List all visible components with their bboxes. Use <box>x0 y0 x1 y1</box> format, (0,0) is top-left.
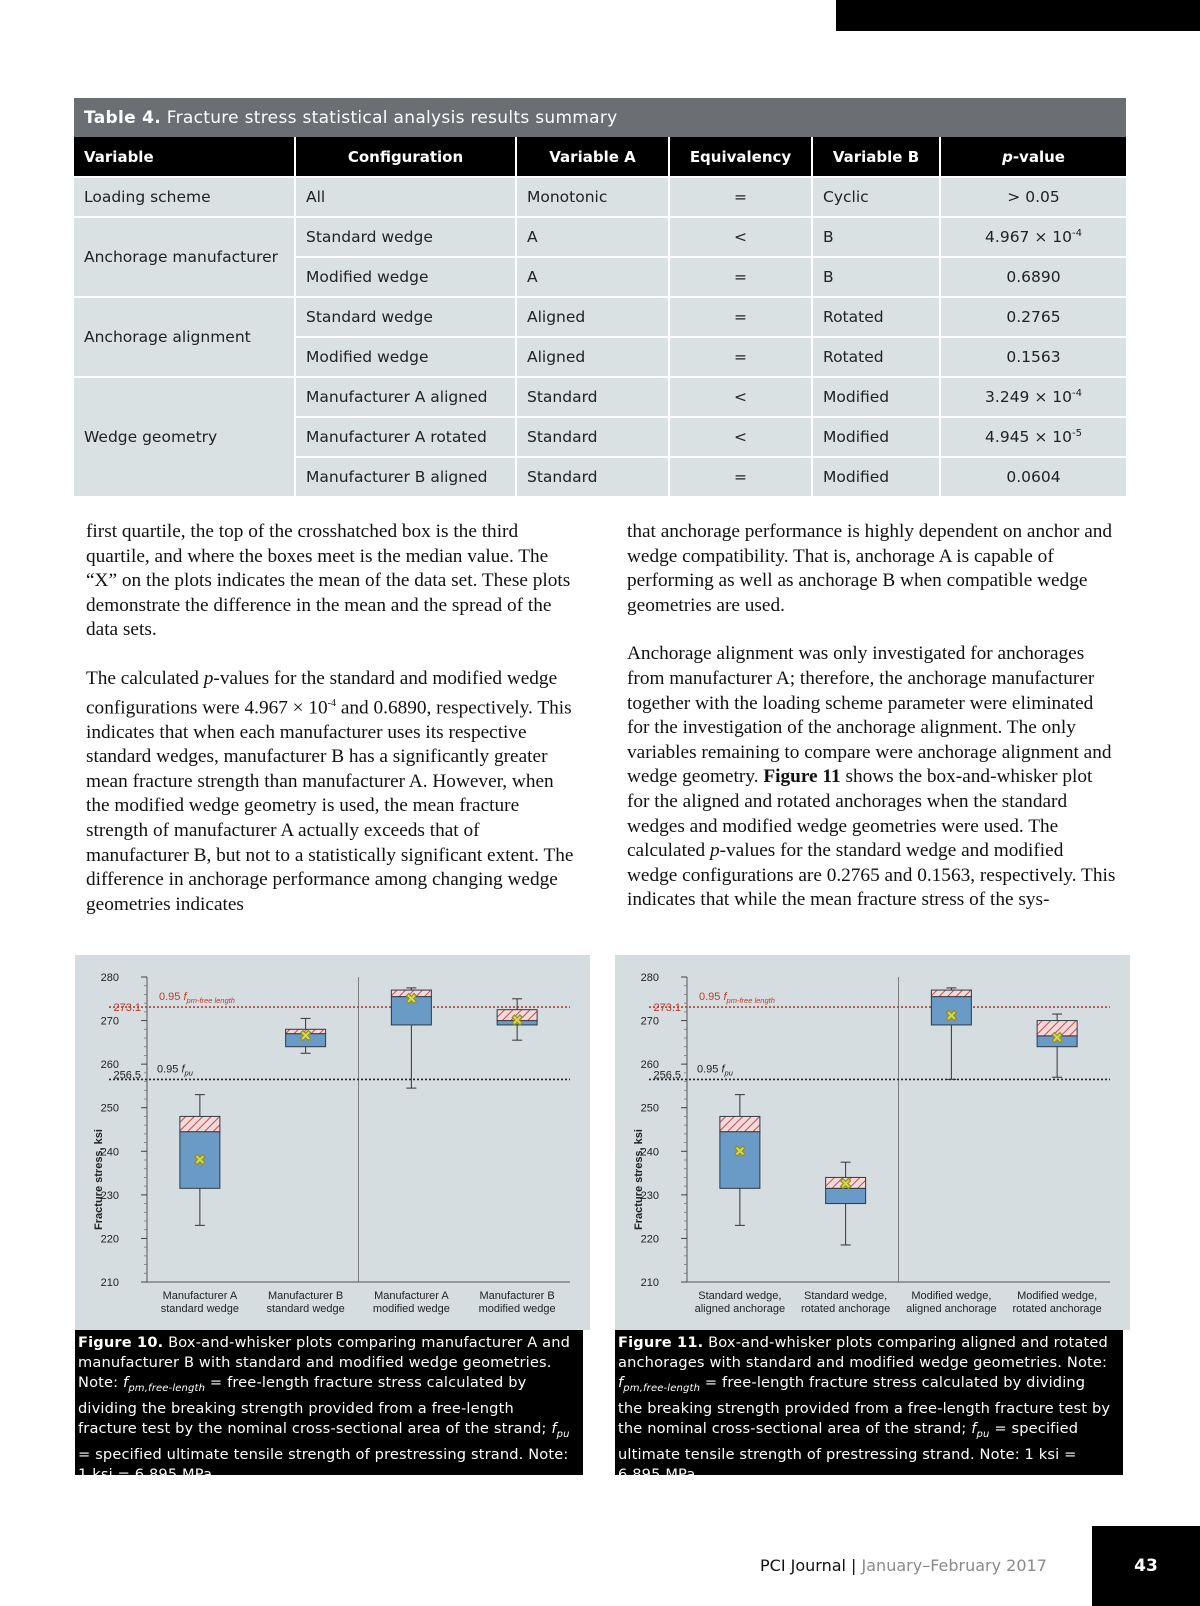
row-config: Manufacturer A aligned <box>295 377 516 417</box>
row-pvalue: 0.6890 <box>940 257 1126 297</box>
y-tick-label: 260 <box>640 1059 659 1072</box>
box-upper <box>931 990 971 997</box>
row-var-a: Monotonic <box>516 177 669 217</box>
y-tick-label: 210 <box>640 1277 659 1289</box>
row-var-a: A <box>516 257 669 297</box>
box-upper <box>180 1116 220 1131</box>
row-eq: < <box>669 217 812 257</box>
reference-line-label: 0.95 $f_{pm-free length}$ <box>159 991 235 1006</box>
figure-10-caption: Figure 10. Box-and-whisker plots comparing manufacturer A and manufacturer B with standard and modified wedge geometries. Note: $f_{pm,free-length}$ = free-length fracture stress calculated by dividing the breaking strength provided from a free-length fracture test by the nominal cross-sectional area of the strand; $f_{pu}$ = specified ultimate tensile strength of prestressing strand. Note: 1 ksi = 6.895 MPa. <box>75 1330 583 1475</box>
x-category-label: modified wedge <box>372 1303 450 1315</box>
y-axis-label: Fracture stress, ksi <box>93 1129 105 1230</box>
row-var-b: Modified <box>812 377 940 417</box>
row-config: Manufacturer B aligned <box>295 457 516 497</box>
col-header-variable-a: Variable A <box>516 137 669 177</box>
table-caption-label: Table 4. <box>84 107 162 128</box>
col-header-variable-b: Variable B <box>812 137 940 177</box>
row-eq: = <box>669 177 812 217</box>
table-row <box>74 377 1126 417</box>
x-category-label: Manufacturer B <box>268 1290 344 1302</box>
x-category-label: rotated anchorage <box>1012 1303 1102 1315</box>
row-var-a: Aligned <box>516 337 669 377</box>
row-eq: = <box>669 457 812 497</box>
mean-marker: ✖ <box>405 990 418 1008</box>
paragraph: first quartile, the top of the crosshatched box is the third quartile, and where the boxes meet is the median value. The “X” on the plots indicates the mean of the data set. These plots demonstrate the difference in the mean and the spread of the data sets. <box>86 521 571 641</box>
box-upper <box>720 1116 760 1131</box>
row-var-b: Modified <box>812 457 940 497</box>
x-category-label: modified wedge <box>478 1303 556 1315</box>
row-config: All <box>295 177 516 217</box>
paragraph: that anchorage performance is highly dependent on anchor and wedge compatibility. That is, anchorage A is capable of performing as well as anchorage B when compatible wedge geometries are used. <box>627 521 1113 616</box>
figure-10-chart <box>75 955 590 1330</box>
body-column-right <box>627 520 1117 937</box>
row-pvalue: > 0.05 <box>940 177 1126 217</box>
col-header-variable: Variable <box>74 137 295 177</box>
figure-10-svg <box>75 955 590 1330</box>
row-eq: = <box>669 337 812 377</box>
x-category-label: aligned anchorage <box>694 1303 786 1315</box>
y-tick-label: 270 <box>640 1015 659 1028</box>
y-tick-label: 260 <box>100 1059 119 1072</box>
table-row <box>74 217 1126 257</box>
y-tick-label: 220 <box>100 1233 119 1246</box>
reference-line-label: 0.95 $f_{pu}$ <box>697 1063 733 1078</box>
row-pvalue: 0.1563 <box>940 337 1126 377</box>
row-eq: < <box>669 417 812 457</box>
row-var-a: Standard <box>516 377 669 417</box>
row-pvalue: 0.0604 <box>940 457 1126 497</box>
table-caption <box>74 98 1126 137</box>
mean-marker: ✖ <box>510 1012 524 1030</box>
row-pvalue: $4.967 \times 10^{-4}$ <box>940 217 1126 257</box>
y-tick-label: 210 <box>100 1277 119 1289</box>
x-category-label: standard wedge <box>266 1303 345 1315</box>
paragraph: The calculated p-values for the standard and modified wedge configurations were $4.967 \times 10^{-4}$ and 0.6890, respectively. This indicates that when each manufacturer uses its respective standard wedges, manufacturer B has a significantly greater mean fracture strength than manufacturer A. However, when the modified wedge geometry is used, the mean fracture strength of manufacturer A actually exceeds that of manufacturer B, but not to a statistically significant extent. The difference in anchorage performance among changing wedge geometries indicates <box>86 667 574 915</box>
row-pvalue: 0.2765 <box>940 297 1126 337</box>
footer-separator: | <box>845 1556 862 1575</box>
reference-value-label: 256.5 <box>653 1069 681 1082</box>
reference-value-label: 273.1 <box>653 1002 681 1015</box>
col-header-equivalency: Equivalency <box>669 137 812 177</box>
page-footer <box>760 1556 1047 1575</box>
reference-line-label: 0.95 $f_{pm-free length}$ <box>699 991 775 1006</box>
body-column-left <box>86 520 574 941</box>
mean-marker: ✖ <box>733 1143 747 1161</box>
mean-marker: ✖ <box>945 1008 958 1026</box>
row-var-a: A <box>516 217 669 257</box>
journal-name: PCI Journal <box>760 1556 846 1575</box>
row-var-a: Standard <box>516 417 669 457</box>
row-var-a: Aligned <box>516 297 669 337</box>
y-tick-label: 250 <box>640 1102 659 1115</box>
row-var-a: Standard <box>516 457 669 497</box>
x-category-label: Standard wedge, <box>804 1290 888 1302</box>
mean-marker: ✖ <box>839 1175 852 1193</box>
row-variable: Anchorage manufacturer <box>74 217 295 297</box>
row-variable: Loading scheme <box>74 177 295 217</box>
row-variable: Anchorage alignment <box>74 297 295 377</box>
row-var-b: Modified <box>812 417 940 457</box>
x-category-label: Manufacturer A <box>162 1290 238 1302</box>
x-category-label: Manufacturer A <box>374 1290 449 1302</box>
row-eq: = <box>669 297 812 337</box>
row-config: Modified wedge <box>295 337 516 377</box>
row-config: Manufacturer A rotated <box>295 417 516 457</box>
figure-11-chart <box>615 955 1130 1330</box>
y-tick-label: 280 <box>640 972 659 984</box>
mean-marker: ✖ <box>299 1027 312 1045</box>
y-tick-label: 230 <box>100 1189 119 1202</box>
row-config: Standard wedge <box>295 217 516 257</box>
y-tick-label: 280 <box>100 972 119 984</box>
paragraph: Anchorage alignment was only investigated for anchorages from manufacturer A; therefore, the anchorage manufacturer together with the loading scheme parameter were eliminated for the investigation of the anchorage alignment. The only variables remaining to compare were anchorage alignment and wedge geometry. Figure 11 shows the box-and-whisker plot for the aligned and rotated anchorages when the standard wedges and modified wedge geometries were used. The calculated p-values for the standard wedge and modified wedge configurations are 0.2765 and 0.1563, respectively. This indicates that while the mean fracture stress of the sys- <box>627 643 1116 911</box>
top-black-bar <box>836 0 1200 31</box>
row-var-b: Cyclic <box>812 177 940 217</box>
y-tick-label: 270 <box>100 1015 119 1028</box>
x-category-label: Modified wedge, <box>1017 1290 1098 1302</box>
row-pvalue: $4.945 \times 10^{-5}$ <box>940 417 1126 457</box>
table-caption-text: Fracture stress statistical analysis results summary <box>166 107 618 128</box>
row-eq: < <box>669 377 812 417</box>
figure-11-caption: Figure 11. Box-and-whisker plots comparing aligned and rotated anchorages with standard and modified wedge geometries. Note: $f_{pm,free-length}$ = free-length fracture stress calculated by dividing the breaking strength provided from a free-length fracture test by the nominal cross-sectional area of the strand; $f_{pu}$ = specified ultimate tensile strength of prestressing strand. Note: 1 ksi = 6.895 MPa. <box>615 1330 1123 1475</box>
figure-11-svg <box>615 955 1130 1330</box>
x-category-label: Standard wedge, <box>698 1290 782 1302</box>
results-table <box>74 98 1126 498</box>
x-category-label: rotated anchorage <box>800 1303 891 1315</box>
x-category-label: Modified wedge, <box>911 1290 992 1302</box>
reference-value-label: 256.5 <box>113 1069 141 1082</box>
y-tick-label: 220 <box>640 1233 659 1246</box>
row-eq: = <box>669 257 812 297</box>
row-config: Modified wedge <box>295 257 516 297</box>
y-tick-label: 240 <box>640 1146 659 1159</box>
mean-marker: ✖ <box>193 1152 207 1169</box>
page-number: 43 <box>1092 1526 1200 1606</box>
x-category-label: Manufacturer B <box>479 1290 555 1302</box>
y-tick-label: 250 <box>100 1102 119 1115</box>
y-tick-label: 230 <box>640 1189 659 1202</box>
row-var-b: Rotated <box>812 337 940 377</box>
x-category-label: aligned anchorage <box>906 1303 997 1315</box>
row-variable: Wedge geometry <box>74 377 295 497</box>
col-header-pvalue: p-value <box>940 137 1126 177</box>
reference-value-label: 273.1 <box>113 1002 141 1015</box>
y-tick-label: 240 <box>100 1146 119 1159</box>
table-row <box>74 177 1126 217</box>
reference-line-label: 0.95 $f_{pu}$ <box>157 1063 193 1078</box>
row-var-b: Rotated <box>812 297 940 337</box>
table-row <box>74 297 1126 337</box>
mean-marker: ✖ <box>1050 1030 1064 1047</box>
issue-date: January–February 2017 <box>861 1556 1047 1575</box>
x-category-label: standard wedge <box>160 1303 240 1315</box>
col-header-configuration: Configuration <box>295 137 516 177</box>
row-pvalue: $3.249 \times 10^{-4}$ <box>940 377 1126 417</box>
table-header-row <box>74 137 1126 177</box>
row-var-b: B <box>812 257 940 297</box>
row-config: Standard wedge <box>295 297 516 337</box>
y-axis-label: Fracture stress, ksi <box>633 1129 645 1230</box>
row-var-b: B <box>812 217 940 257</box>
